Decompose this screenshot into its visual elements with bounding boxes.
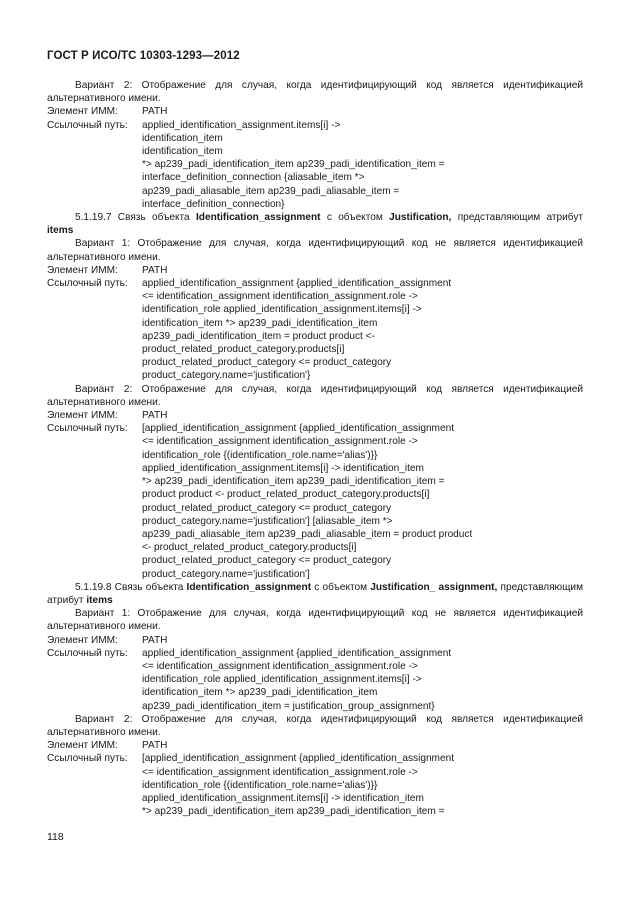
path-line: identification_item [142,146,223,158]
path-line: <= identification_assignment identification_assignment.role -> [142,766,418,778]
mapping-row [47,119,583,211]
path-line: product_category.name='justification'} [142,370,311,382]
section-paragraph [47,581,583,607]
mapping-value [142,739,583,752]
mapping-label: Ссылочный путь: [47,753,128,765]
mapping-row [47,277,583,383]
entity-name: items [86,594,113,606]
entity-name: Identification_assignment [186,581,312,593]
mapping-value [142,647,583,713]
mapping-label: Ссылочный путь: [47,647,128,659]
path-line: identification_role {(identification_role.name='alias')}} [142,449,378,461]
path-line: product_category.name='justification'] [aliasable_item *> [142,515,393,527]
mapping-value [142,634,583,647]
path-line: *> ap239_padi_identification_item ap239_padi_identification_item = [142,476,445,488]
mapping-value [142,422,583,580]
path-line: ap239_padi_identification_item = product product <- [142,330,375,342]
mapping-label: Элемент ИММ: [47,106,118,118]
path-line: [applied_identification_assignment {applied_identification_assignment [142,753,454,765]
path-line: applied_identification_assignment.items[i] -> [142,119,341,131]
path-line: applied_identification_assignment.items[i] -> identification_item [142,462,424,474]
document-body [47,79,583,818]
text-run: представляющим атрибут [47,581,584,606]
path-line: [applied_identification_assignment {applied_identification_assignment [142,423,454,435]
path-line: identification_role {(identification_role.name='alias')}} [142,779,378,791]
mapping-label: Элемент ИММ: [47,634,118,646]
mapping-label: Элемент ИММ: [47,740,118,752]
mapping-row [47,105,583,118]
path-line: identification_item *> ap239_padi_identification_item [142,687,378,699]
path-line: product product <- product_related_product_category.products[i] [142,489,430,501]
path-line: identification_item *> ap239_padi_identification_item [142,317,378,329]
text-run: 5.1.19.8 Связь объекта [75,581,187,593]
path-line: interface_definition_connection {aliasable_item *> [142,172,365,184]
path-line: applied_identification_assignment.items[i] -> identification_item [142,792,424,804]
path-line: identification_role applied_identification_assignment.items[i] -> [142,304,422,316]
text-run: с объектом [311,581,371,593]
mapping-row [47,634,583,647]
path-line: PATH [142,106,168,118]
page-number: 118 [47,831,64,843]
path-line: ap239_padi_aliasable_item ap239_padi_aliasable_item = [142,185,400,197]
text-run: 5.1.19.7 Связь объекта [75,212,196,224]
path-line: PATH [142,264,168,276]
path-line: identification_role applied_identification_assignment.items[i] -> [142,674,422,686]
entity-name: Justification, [389,212,452,224]
mapping-value [142,752,583,818]
paragraph: Вариант 2: Отображение для случая, когда идентифицирующий код является идентификацией альтернативного имени. [47,80,583,105]
paragraph: Вариант 1: Отображение для случая, когда идентифицирующий код не является идентификацией альтернативного имени. [47,238,583,263]
mapping-row [47,739,583,752]
path-line: product_related_product_category <= product_category [142,502,392,514]
paragraph: Вариант 2: Отображение для случая, когда идентифицирующий код является идентификацией альтернативного имени. [47,713,583,738]
mapping-label: Ссылочный путь: [47,278,128,290]
path-line: <= identification_assignment identification_assignment.role -> [142,660,418,672]
path-line: ap239_padi_identification_item = justification_group_assignment} [142,700,435,712]
path-line: product_category.name='justification'] [142,568,310,580]
mapping-label: Элемент ИММ: [47,410,118,422]
mapping-label: Элемент ИММ: [47,264,118,276]
section-paragraph [47,211,583,237]
path-line: PATH [142,740,168,752]
path-line: applied_identification_assignment {applied_identification_assignment [142,647,452,659]
path-line: <- product_related_product_category.products[i] [142,542,357,554]
path-line: product_related_product_category.products[i] [142,344,345,356]
path-line: applied_identification_assignment {applied_identification_assignment [142,278,452,290]
mapping-value [142,264,583,277]
path-line: *> ap239_padi_identification_item ap239_padi_identification_item = [142,159,445,171]
mapping-row [47,409,583,422]
path-line: PATH [142,410,168,422]
running-header: ГОСТ Р ИСО/ТС 10303-1293—2012 [47,50,240,62]
mapping-value [142,277,583,383]
mapping-label: Ссылочный путь: [47,423,128,435]
entity-name: items [47,225,74,237]
path-line: product_related_product_category <= product_category [142,555,392,567]
paragraph: Вариант 1: Отображение для случая, когда идентифицирующий код не является идентификацией альтернативного имени. [47,608,583,633]
path-line: <= identification_assignment identification_assignment.role -> [142,291,418,303]
mapping-value [142,105,583,118]
path-line: identification_item [142,132,223,144]
entity-name: Justification_ assignment, [370,581,498,593]
path-line: interface_definition_connection} [142,198,285,210]
text-run: с объектом [320,212,390,224]
path-line: ap239_padi_aliasable_item ap239_padi_aliasable_item = product product [142,528,473,540]
mapping-label: Ссылочный путь: [47,119,128,131]
paragraph: Вариант 2: Отображение для случая, когда идентифицирующий код является идентификацией альтернативного имени. [47,383,583,408]
mapping-row [47,422,583,580]
mapping-row [47,647,583,713]
path-line: product_related_product_category <= product_category [142,357,392,369]
mapping-row [47,752,583,818]
mapping-row [47,264,583,277]
path-line: <= identification_assignment identification_assignment.role -> [142,436,418,448]
path-line: *> ap239_padi_identification_item ap239_padi_identification_item = [142,806,445,818]
mapping-value [142,409,583,422]
entity-name: Identification_assignment [195,212,321,224]
path-line: PATH [142,634,168,646]
text-run: представляющим атрибут [451,212,583,224]
mapping-value [142,119,583,211]
